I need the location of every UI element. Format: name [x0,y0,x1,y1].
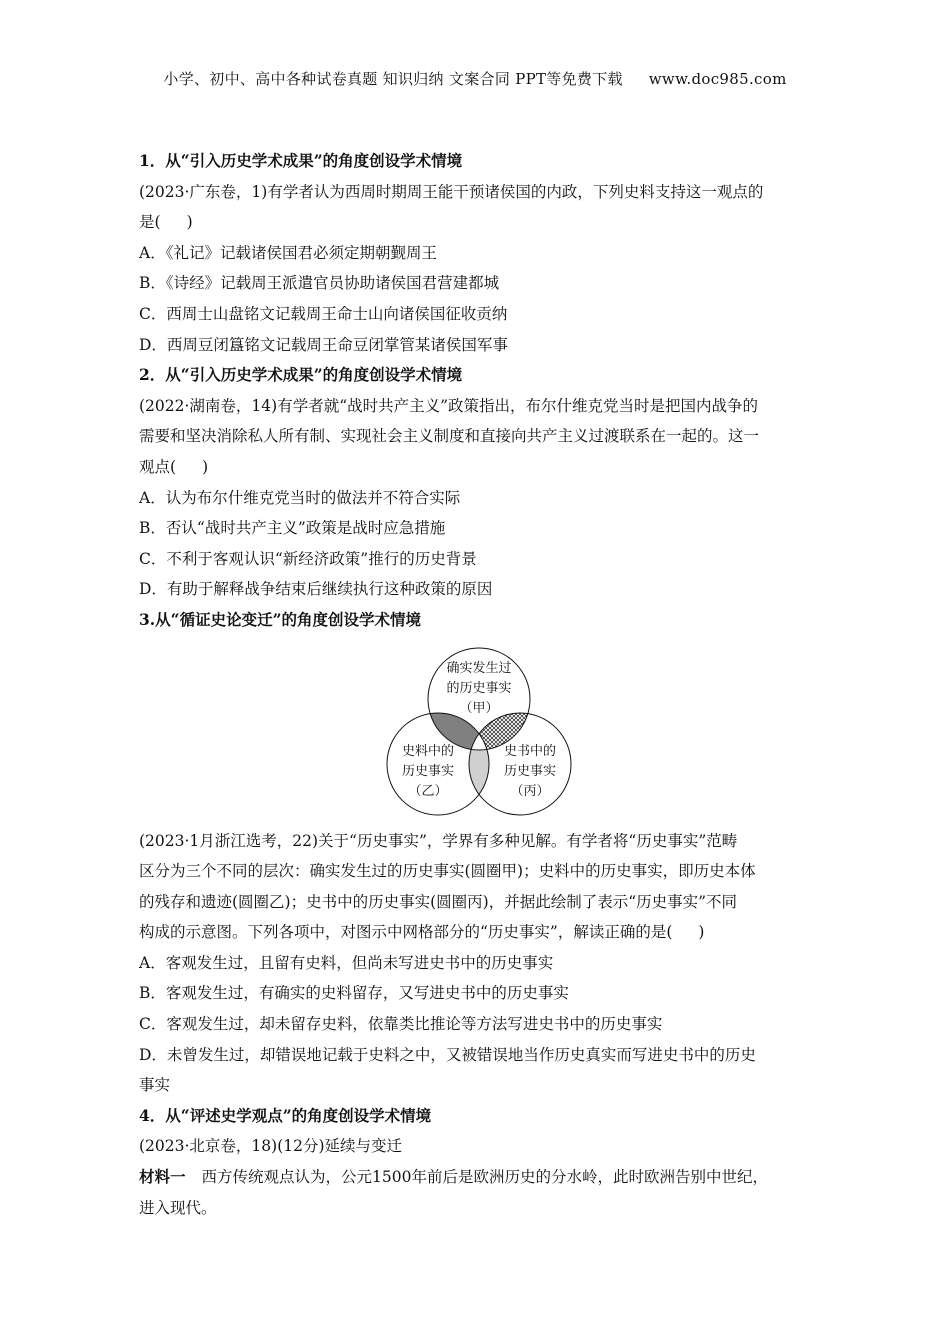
q3-option-a: A．客观发生过，且留有史料，但尚未写进史书中的历史事实 [139,953,554,972]
q1-stem-start: 是( [139,213,161,232]
venn-label-b-3: （乙） [408,783,448,799]
header-site[interactable]: www.doc985.com [648,70,787,88]
venn-diagram [384,642,574,818]
q3-stem-line4 [139,917,814,948]
q2-stem-line1: (2022·湖南卷，14)有学者就“战时共产主义”政策指出，布尔什维克党当时是把国内战争的 [139,396,759,415]
venn-label-c-2: 历史事实 [503,763,557,779]
q1-stem-line1: (2023·广东卷，1)有学者认为西周时期周王能干预诸侯国的内政，下列史料支持这一观点的 [139,182,764,201]
venn-label-a-2: 的历史事实 [446,680,512,696]
q1-option-b: B．《诗经》记载周王派遣官员协助诸侯国君营建都城 [139,274,500,293]
q1-option-a: A．《礼记》记载诸侯国君必须定期朝觐周王 [139,243,437,262]
q3-option-d: D．未曾发生过，却错误地记载于史料之中，又被错误地当作历史真实而写进史书中的历史 [139,1045,756,1064]
q2-stem-end: ) [202,457,209,476]
q4-material-label: 材料一 [139,1167,186,1187]
q2-stem-start: 观点( [139,457,177,476]
q3-option-b: B．客观发生过，有确实的史料留存，又写进史书中的历史事实 [139,984,569,1003]
q1-option-d: D．西周豆闭簋铭文记载周王命豆闭掌管某诸侯国军事 [139,335,508,354]
q4-material-line1 [139,1162,814,1193]
q2-stem-line2: 需要和坚决消除私人所有制、实现社会主义制度和直接向共产主义过渡联系在一起的。这一 [139,427,760,446]
venn-label-a-1: 确实发生过 [446,660,512,676]
venn-label-c-1: 史书中的 [503,743,557,759]
q1-title: 1．从“引入历史学术成果”的角度创设学术情境 [139,151,463,170]
q4-material-text: 西方传统观点认为，公元1500年前后是欧洲历史的分水岭，此时欧洲告别中世纪， [201,1168,768,1187]
q1-stem-line2 [139,207,814,238]
q2-stem-line3 [139,452,814,483]
q2-title: 2．从“引入历史学术成果”的角度创设学术情境 [139,365,463,385]
venn-label-c-3: （丙） [510,783,550,799]
q3-title: 3.从“循证史论变迁”的角度创设学术情境 [139,609,422,629]
q2-option-a: A．认为布尔什维克党当时的做法并不符合实际 [139,488,461,507]
q4-title: 4．从“评述史学观点”的角度创设学术情境 [139,1105,432,1125]
q3-stem-end: ) [698,923,705,942]
q3-stem-line1: (2023·1月浙江选考，22)关于“历史事实”，学界有多种见解。有学者将“历史事实”范畴 [139,831,738,850]
venn-label-a-3: （甲） [459,700,499,716]
q3-option-c: C．客观发生过，却未留存史料，依靠类比推论等方法写进史书中的历史事实 [139,1015,663,1034]
q3-stem-line2: 区分为三个不同的层次：确实发生过的历史事实(圆圈甲)；史料中的历史事实，即历史本体 [139,862,756,881]
q3-option-d-cont: 事实 [139,1076,171,1095]
q4-material-line2: 进入现代。 [139,1198,217,1217]
header-text: 小学、初中、高中各种试卷真题 知识归纳 文案合同 PPT等免费下载 [163,70,623,88]
q2-option-b: B．否认“战时共产主义”政策是战时应急措施 [139,519,446,538]
venn-label-b-2: 历史事实 [401,763,455,779]
page-header [0,68,950,89]
document-body [139,146,814,1223]
q4-stem: (2023·北京卷，18)(12分)延续与变迁 [139,1137,403,1156]
q2-option-c: C．不利于客观认识“新经济政策”推行的历史背景 [139,549,477,568]
venn-label-b-1: 史料中的 [401,743,455,759]
q3-stem-line3: 的残存和遗迹(圆圈乙)；史书中的历史事实(圆圈丙)，并据此绘制了表示“历史事实”不同 [139,892,738,911]
q1-option-c: C．西周士山盘铭文记载周王命士山向诸侯国征收贡纳 [139,304,508,323]
q2-option-d: D．有助于解释战争结束后继续执行这种政策的原因 [139,580,493,599]
q1-stem-end: ) [186,213,193,232]
q3-stem-start: 构成的示意图。下列各项中，对图示中网格部分的“历史事实”，解读正确的是( [139,923,673,942]
